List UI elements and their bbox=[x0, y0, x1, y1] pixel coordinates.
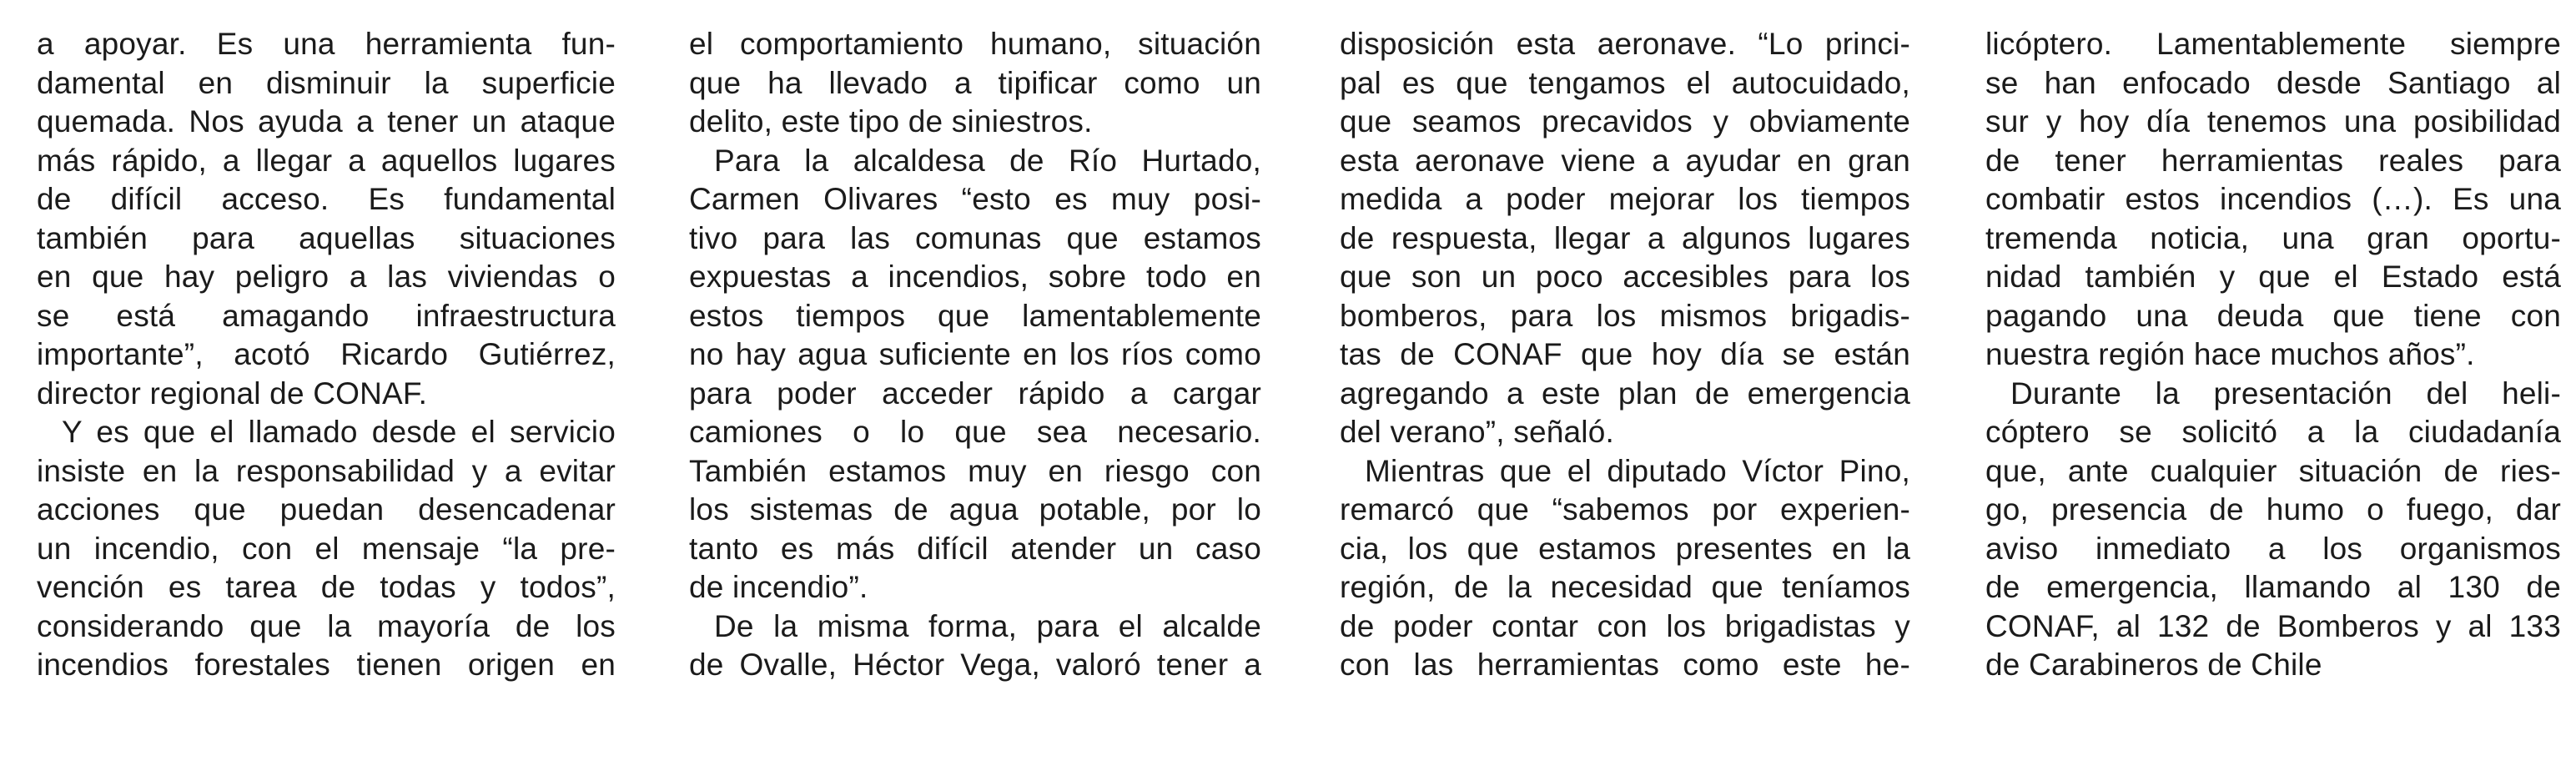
article-column-3 bbox=[1340, 25, 1910, 685]
column-4-line: nidad también y que el Estado está bbox=[1985, 260, 2561, 294]
column-4-line: de Carabineros de Chile bbox=[1985, 648, 2322, 682]
column-2-line: que ha llevado a tipificar como un bbox=[689, 65, 1261, 100]
column-4-line: nuestra región hace muchos años”. bbox=[1985, 337, 2475, 371]
column-3-line: con las herramientas como este he- bbox=[1340, 648, 1910, 682]
column-2-line: de Ovalle, Héctor Vega, valoró tener a bbox=[689, 648, 1261, 682]
article-column-4 bbox=[1985, 25, 2561, 685]
column-3-line: región, de la necesidad que teníamos bbox=[1340, 570, 1910, 604]
column-4-line: Durante la presentación del heli- bbox=[2010, 375, 2561, 411]
column-1-line: damental en disminuir la superficie bbox=[37, 65, 616, 100]
column-1-line: de difícil acceso. Es fundamental bbox=[37, 182, 616, 216]
column-3-line: tas de CONAF que hoy día se están bbox=[1340, 337, 1910, 371]
column-4-line: combatir estos incendios (…). Es una bbox=[1985, 182, 2561, 216]
column-4-line: go, presencia de humo o fuego, dar bbox=[1985, 492, 2561, 527]
column-2-line: el comportamiento humano, situación bbox=[689, 27, 1261, 61]
column-3-line: que son un poco accesibles para los bbox=[1340, 260, 1910, 294]
column-1-line: un incendio, con el mensaje “la pre- bbox=[37, 531, 616, 566]
column-1-line: se está amagando infraestructura bbox=[37, 298, 616, 333]
column-2-line: estos tiempos que lamentablemente bbox=[689, 298, 1261, 333]
column-1-line: vención es tarea de todas y todos”, bbox=[37, 570, 616, 604]
article-column-1 bbox=[37, 25, 616, 685]
column-1-line: más rápido, a llegar a aquellos lugares bbox=[37, 143, 616, 178]
column-3-line: disposición esta aeronave. “Lo princi- bbox=[1340, 27, 1910, 61]
column-3-line: esta aeronave viene a ayudar en gran bbox=[1340, 143, 1910, 178]
column-2-line: para poder acceder rápido a cargar bbox=[689, 375, 1261, 411]
column-2-line: tivo para las comunas que estamos bbox=[689, 220, 1261, 255]
column-1-line: considerando que la mayoría de los bbox=[37, 608, 616, 643]
column-1-line: quemada. Nos ayuda a tener un ataque bbox=[37, 104, 616, 139]
column-2-line: Carmen Olivares “esto es muy posi- bbox=[689, 182, 1261, 216]
column-3-line: del verano”, señaló. bbox=[1340, 415, 1614, 449]
column-4-line: aviso inmediato a los organismos bbox=[1985, 531, 2561, 566]
column-2-line: de incendio”. bbox=[689, 570, 868, 604]
column-3-line: de respuesta, llegar a algunos lugares bbox=[1340, 220, 1910, 255]
column-4-line: licóptero. Lamentablemente siempre bbox=[1985, 27, 2561, 61]
column-4-line: pagando una deuda que tiene con bbox=[1985, 298, 2561, 333]
column-2-line: los sistemas de agua potable, por lo bbox=[689, 492, 1261, 527]
column-3-line: cia, los que estamos presentes en la bbox=[1340, 531, 1910, 566]
column-1-line: director regional de CONAF. bbox=[37, 375, 428, 411]
column-2-line: camiones o lo que sea necesario. bbox=[689, 415, 1261, 449]
column-4-line: de tener herramientas reales para bbox=[1985, 143, 2561, 178]
column-4-line: de emergencia, llamando al 130 de bbox=[1985, 570, 2561, 604]
column-1-line: incendios forestales tienen origen en bbox=[37, 648, 616, 682]
column-4-line: se han enfocado desde Santiago al bbox=[1985, 65, 2561, 100]
column-3-line: bomberos, para los mismos brigadis- bbox=[1340, 298, 1910, 333]
column-1-line: también para aquellas situaciones bbox=[37, 220, 616, 255]
column-2-line: También estamos muy en riesgo con bbox=[689, 453, 1261, 488]
column-2-line: Para la alcaldesa de Río Hurtado, bbox=[714, 143, 1261, 178]
column-4-line: cóptero se solicitó a la ciudadanía bbox=[1985, 415, 2561, 449]
column-3-line: remarcó que “sabemos por experien- bbox=[1340, 492, 1910, 527]
column-3-line: que seamos precavidos y obviamente bbox=[1340, 104, 1910, 139]
column-2-line: tanto es más difícil atender un caso bbox=[689, 531, 1261, 566]
column-1-line: Y es que el llamado desde el servicio bbox=[62, 415, 616, 449]
column-2-line: delito, este tipo de siniestros. bbox=[689, 104, 1093, 139]
column-3-line: medida a poder mejorar los tiempos bbox=[1340, 182, 1910, 216]
column-3-line: pal es que tengamos el autocuidado, bbox=[1340, 65, 1910, 100]
column-1-line: importante”, acotó Ricardo Gutiérrez, bbox=[37, 337, 616, 371]
article-column-2 bbox=[689, 25, 1261, 685]
column-1-line: en que hay peligro a las viviendas o bbox=[37, 260, 616, 294]
column-1-line: a apoyar. Es una herramienta fun- bbox=[37, 27, 616, 61]
column-2-line: De la misma forma, para el alcalde bbox=[714, 608, 1261, 643]
column-3-line: de poder contar con los brigadistas y bbox=[1340, 608, 1910, 643]
column-4-line: que, ante cualquier situación de ries- bbox=[1985, 453, 2561, 488]
column-1-line: insiste en la responsabilidad y a evitar bbox=[37, 453, 616, 488]
column-4-line: CONAF, al 132 de Bomberos y al 133 bbox=[1985, 608, 2561, 643]
column-4-line: tremenda noticia, una gran oportu- bbox=[1985, 220, 2561, 255]
column-2-line: expuestas a incendios, sobre todo en bbox=[689, 260, 1261, 294]
column-3-line: Mientras que el diputado Víctor Pino, bbox=[1365, 453, 1910, 488]
column-2-line: no hay agua suficiente en los ríos como bbox=[689, 337, 1261, 371]
column-3-line: agregando a este plan de emergencia bbox=[1340, 375, 1910, 411]
column-1-line: acciones que puedan desencadenar bbox=[37, 492, 616, 527]
column-4-line: sur y hoy día tenemos una posibilidad bbox=[1985, 104, 2561, 139]
